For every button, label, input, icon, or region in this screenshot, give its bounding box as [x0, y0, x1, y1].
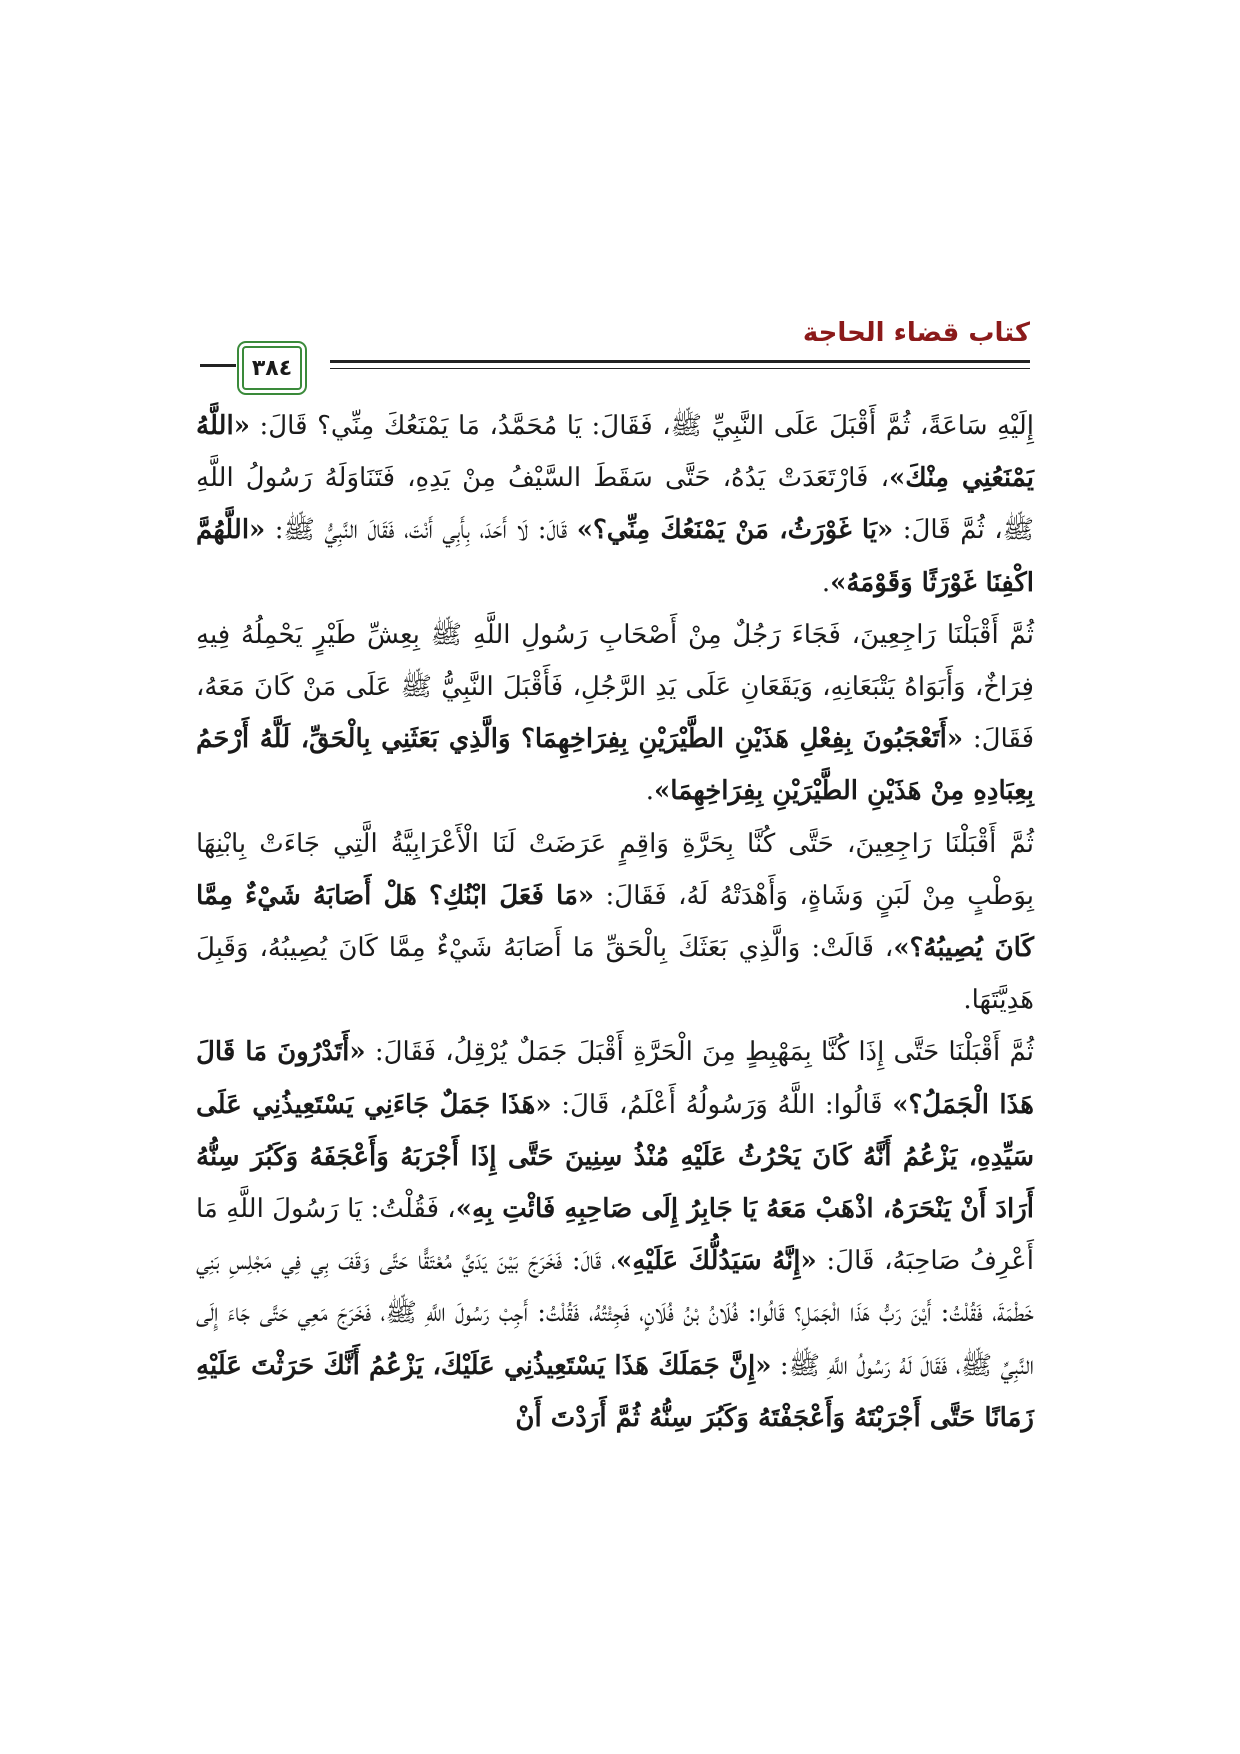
hadith-quote: «اللَّهُمَّ اكْفِنَا غَوْرَثًا وَقَوْمَهُ»: [196, 515, 1034, 598]
header-rule-thin: [330, 368, 1030, 369]
hadith-quote: «هَذَا جَمَلٌ جَاءَنِي يَسْتَعِيذُنِي عَلَى سَيِّدِهِ، يَزْعُمُ أَنَّهُ كَانَ يَحْرُثُ عَلَيْهِ مُنْذُ سِنِينَ حَتَّى إِذَا أَجْرَبَهُ وَأَعْجَفَهُ وَكَبُرَ سِنُّهُ أَرَادَ أَنْ يَنْحَرَهُ، اذْهَبْ مَعَهُ يَا جَابِرُ إِلَى صَاحِبِهِ فَائْتِ بِهِ»: [196, 1089, 1034, 1225]
narration-text: ، فَقُلْتُ: يَا رَسُولَ اللَّهِ مَا أَعْرِفُ صَاحِبَهُ، قَالَ:: [196, 1194, 1035, 1277]
hadith-quote: «إِنَّهُ سَيَدُلُّكَ عَلَيْهِ»: [615, 1246, 817, 1277]
header-rule-left-cap: [200, 364, 236, 367]
hadith-quote: «مَا فَعَلَ ابْنُكِ؟ هَلْ أَصَابَهُ شَيْءٌ مِمَّا كَانَ يُصِيبُهُ؟»: [196, 880, 1034, 964]
narration-text: ، فَارْتَعَدَتْ يَدُهُ، حَتَّى سَقَطَ السَّيْفُ مِنْ يَدِهِ، فَتَنَاوَلَهُ رَسُولُ اللَّهِ ﷺ، ثُمَّ قَالَ:: [196, 463, 1034, 546]
narration-text: قَالُوا: اللَّهُ وَرَسُولُهُ أَعْلَمُ، قَالَ:: [551, 1089, 893, 1120]
narration-text: ، قَالَ: فَخَرَجَ بَيْنَ يَدَيَّ مُعْتَقًّا حَتَّى وَقَفَ بِي فِي مَجْلِسِ بَنِي خَطْمَةَ، فَقُلْتُ: أَيْنَ رَبُّ هَذَا الْجَمَلِ؟ قَالُوا: فُلَانُ بْنُ فُلَانٍ، فَجِئْتُهُ، فَقُلْتُ: أَجِبْ رَسُولَ اللَّهِ ﷺ، فَخَرَجَ مَعِي حَتَّى جَاءَ إِلَى النَّبِيِّ ﷺ، فَقَالَ لَهُ رَسُولُ اللَّهِ ﷺ:: [196, 1246, 1034, 1381]
page-number-frame: [242, 346, 302, 390]
narration-text: ثُمَّ أَقْبَلْنَا رَاجِعِينَ، فَجَاءَ رَجُلٌ مِنْ أَصْحَابِ رَسُولِ اللَّهِ ﷺ بِعِشِّ طَيْرٍ يَحْمِلُهُ فِيهِ فِرَاخٌ، وَأَبَوَاهُ يَتْبَعَانِهِ، وَيَقَعَانِ عَلَى يَدِ الرَّجُلِ، فَأَقْبَلَ النَّبِيُّ ﷺ عَلَى مَنْ كَانَ مَعَهُ، فَقَالَ:: [196, 619, 1034, 755]
paragraph: [196, 609, 1034, 818]
header-rule-thick: [330, 360, 1030, 363]
page-header: [200, 312, 1030, 392]
hadith-quote: «إِنَّ جَمَلَكَ هَذَا يَسْتَعِيذُنِي عَلَيْكَ، يَزْعُمُ أَنَّكَ حَرَثْتَ عَلَيْهِ زَمَانًا حَتَّى أَجْرَبْتَهُ وَأَعْجَفْتَهُ وَكَبُرَ سِنُّهُ ثُمَّ أَرَدْتَ أَنْ: [196, 1350, 1034, 1433]
book-title: كتاب قضاء الحاجة: [802, 318, 1030, 348]
narration-text: .: [645, 776, 655, 807]
paragraph: [196, 1026, 1034, 1444]
hadith-quote: «أَتَعْجَبُونَ بِفِعْلِ هَذَيْنِ الطَّيْرَيْنِ بِفِرَاخِهِمَا؟ وَالَّذِي بَعَثَنِي بِالْحَقِّ، لَلَّهُ أَرْحَمُ بِعِبَادِهِ مِنْ هَذَيْنِ الطَّيْرَيْنِ بِفِرَاخِهِمَا»: [196, 724, 1034, 807]
paragraph: [196, 818, 1034, 1027]
narration-text: ثُمَّ أَقْبَلْنَا رَاجِعِينَ، حَتَّى كُنَّا بِحَرَّةِ وَاقِمٍ عَرَضَتْ لَنَا الْأَعْرَابِيَّةُ الَّتِي جَاءَتْ بِابْنِهَا بِوَطْبٍ مِنْ لَبَنٍ وَشَاةٍ، وَأَهْدَتْهُ لَهُ، فَقَالَ:: [196, 828, 1034, 911]
hadith-quote: «يَا غَوْرَثُ، مَنْ يَمْنَعُكَ مِنِّي؟»: [576, 515, 894, 546]
paragraph: [196, 400, 1034, 609]
narration-text: قَالَ: لَا أَحَدَ، بِأَبِي أَنْتَ، فَقَالَ النَّبِيُّ ﷺ:: [265, 515, 577, 546]
narration-text: ، قَالَتْ: وَالَّذِي بَعَثَكَ بِالْحَقِّ مَا أَصَابَهُ شَيْءٌ مِمَّا كَانَ يُصِيبُهُ، وَقَبِلَ هَدِيَّتَهَا.: [196, 933, 1034, 1016]
narration-text: ثُمَّ أَقْبَلْنَا حَتَّى إِذَا كُنَّا بِمَهْبِطٍ مِنَ الْحَرَّةِ أَقْبَلَ جَمَلٌ يُرْقِلُ، فَقَالَ:: [365, 1037, 1034, 1068]
hadith-quote: «اللَّهُ يَمْنَعُنِي مِنْكَ»: [196, 411, 1034, 494]
hadith-quote: «أَتَدْرُونَ مَا قَالَ هَذَا الْجَمَلُ؟»: [196, 1037, 1034, 1120]
page-number: ٣٨٤: [251, 355, 293, 381]
narration-text: .: [821, 567, 831, 598]
page-body: [196, 400, 1034, 1444]
narration-text: إِلَيْهِ سَاعَةً، ثُمَّ أَقْبَلَ عَلَى النَّبِيِّ ﷺ، فَقَالَ: يَا مُحَمَّدُ، مَا يَمْنَعُكَ مِنِّي؟ قَالَ:: [249, 411, 1034, 441]
